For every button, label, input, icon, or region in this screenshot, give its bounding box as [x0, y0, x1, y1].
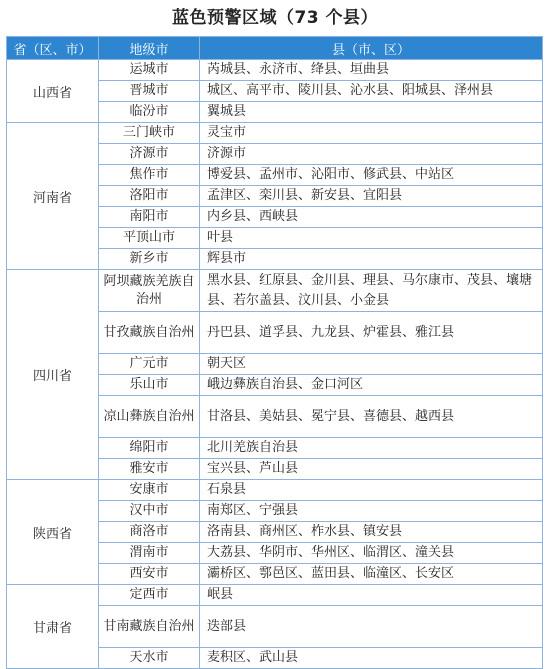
city-cell: 南阳市: [99, 207, 200, 228]
county-cell: 叶县: [200, 228, 543, 249]
page-title: 蓝色预警区域（73 个县）: [171, 8, 379, 28]
city-cell: 商洛市: [99, 522, 200, 543]
city-cell: 汉中市: [99, 501, 200, 522]
county-cell: 洛南县、商州区、柞水县、镇安县: [200, 522, 543, 543]
city-cell: 广元市: [99, 354, 200, 375]
city-cell: 洛阳市: [99, 186, 200, 207]
city-cell: 绵阳市: [99, 438, 200, 459]
county-cell: 孟津区、栾川县、新安县、宜阳县: [200, 186, 543, 207]
county-cell: 博爱县、孟州市、沁阳市、修武县、中站区: [200, 165, 543, 186]
city-cell: 雅安市: [99, 459, 200, 480]
city-cell: 焦作市: [99, 165, 200, 186]
city-cell: 平顶山市: [99, 228, 200, 249]
province-cell: 陕西省: [7, 480, 99, 585]
table-body: [7, 60, 543, 669]
province-cell: 四川省: [7, 270, 99, 480]
city-cell: 渭南市: [99, 543, 200, 564]
city-header: 地级市: [99, 37, 200, 60]
city-cell: 凉山彝族自治州: [99, 396, 200, 438]
table-row: [7, 123, 543, 144]
county-cell: 芮城县、永济市、绛县、垣曲县: [200, 60, 543, 81]
county-cell: 灵宝市: [200, 123, 543, 144]
table-row: [7, 480, 543, 501]
table-row: [7, 270, 543, 312]
county-cell: 丹巴县、道孚县、九龙县、炉霍县、雅江县: [200, 312, 543, 354]
county-cell: 峨边彝族自治县、金口河区: [200, 375, 543, 396]
city-cell: 定西市: [99, 585, 200, 606]
city-cell: 阿坝藏族羌族自治州: [99, 270, 200, 312]
county-cell: 济源市: [200, 144, 543, 165]
county-cell: 灞桥区、鄠邑区、蓝田县、临潼区、长安区: [200, 564, 543, 585]
city-cell: 乐山市: [99, 375, 200, 396]
county-cell: 辉县市: [200, 249, 543, 270]
county-cell: 北川羌族自治县: [200, 438, 543, 459]
county-cell: 翼城县: [200, 102, 543, 123]
city-cell: 新乡市: [99, 249, 200, 270]
table-header-row: [7, 37, 543, 60]
city-cell: 临汾市: [99, 102, 200, 123]
table-row: [7, 585, 543, 606]
county-cell: 宝兴县、芦山县: [200, 459, 543, 480]
province-cell: 山西省: [7, 60, 99, 123]
county-cell: 麦积区、武山县: [200, 648, 543, 669]
city-cell: 甘南藏族自治州: [99, 606, 200, 648]
county-cell: 甘洛县、美姑县、冕宁县、喜德县、越西县: [200, 396, 543, 438]
county-cell: 迭部县: [200, 606, 543, 648]
city-cell: 安康市: [99, 480, 200, 501]
county-cell: 城区、高平市、陵川县、沁水县、阳城县、泽州县: [200, 81, 543, 102]
city-cell: 西安市: [99, 564, 200, 585]
city-cell: 甘孜藏族自治州: [99, 312, 200, 354]
county-cell: 内乡县、西峡县: [200, 207, 543, 228]
county-cell: 黑水县、红原县、金川县、理县、马尔康市、茂县、壤塘县、若尔盖县、汶川县、小金县: [200, 270, 543, 312]
county-cell: 石泉县: [200, 480, 543, 501]
province-cell: 甘肃省: [7, 585, 99, 669]
province-cell: 河南省: [7, 123, 99, 270]
province-header: 省（区、市）: [7, 37, 99, 60]
city-cell: 济源市: [99, 144, 200, 165]
county-cell: 大荔县、华阴市、华州区、临渭区、潼关县: [200, 543, 543, 564]
city-cell: 晋城市: [99, 81, 200, 102]
city-cell: 三门峡市: [99, 123, 200, 144]
county-cell: 南郑区、宁强县: [200, 501, 543, 522]
table-row: [7, 60, 543, 81]
city-cell: 运城市: [99, 60, 200, 81]
county-header: 县（市、区）: [200, 37, 543, 60]
county-cell: 岷县: [200, 585, 543, 606]
warning-table: [6, 36, 543, 669]
city-cell: 天水市: [99, 648, 200, 669]
county-cell: 朝天区: [200, 354, 543, 375]
